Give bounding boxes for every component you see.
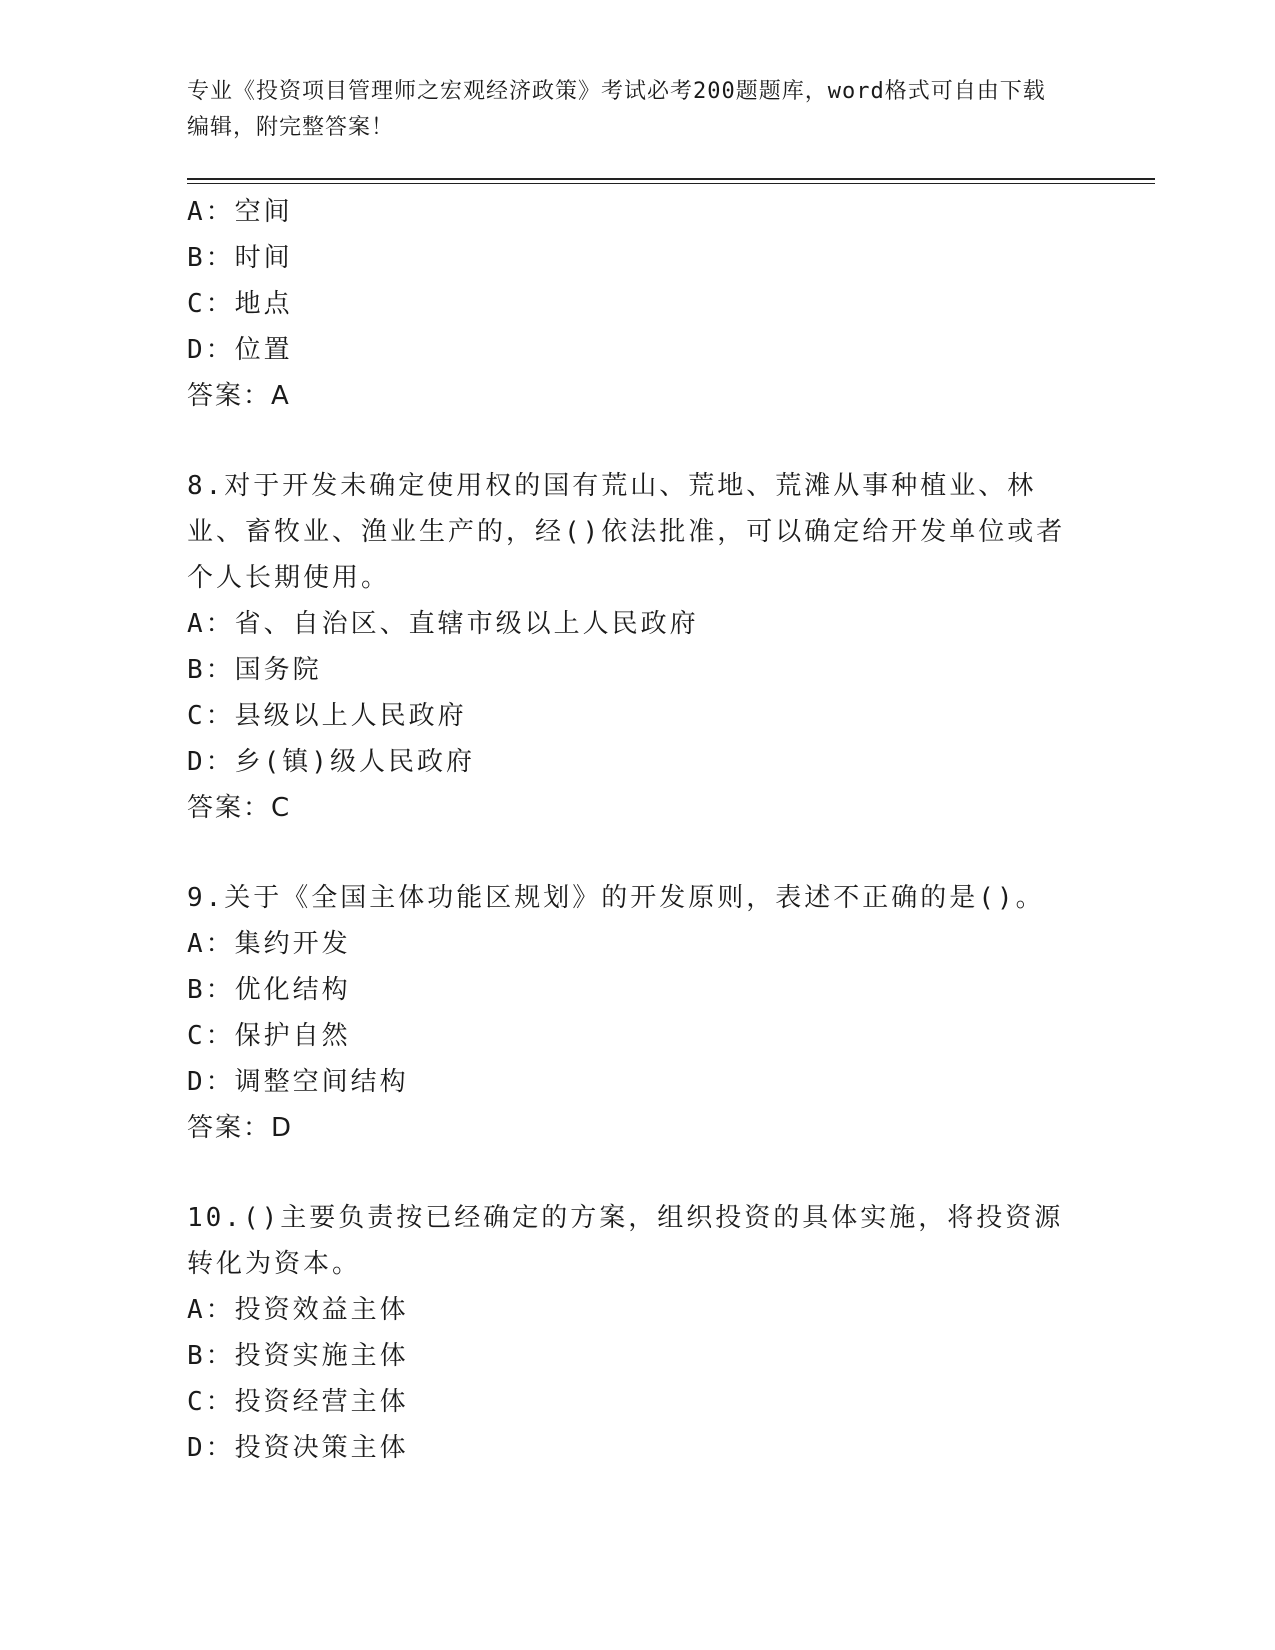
spacer [187, 419, 1067, 463]
question-block-8 [187, 463, 1067, 831]
option-d: D：乡(镇)级人民政府 [187, 747, 475, 777]
option-a: A：省、自治区、直辖市级以上人民政府 [187, 609, 699, 639]
option-a: A：投资效益主体 [187, 1295, 409, 1325]
question-block-prev [187, 189, 1067, 419]
option-d: D：位置 [187, 335, 293, 365]
question-text: 8.对于开发未确定使用权的国有荒山、荒地、荒滩从事种植业、林业、畜牧业、渔业生产的，经()依法批准，可以确定给开发单位或者个人长期使用。 [187, 471, 1066, 593]
answer-line: 答案：D [187, 1113, 294, 1143]
option-b: B：优化结构 [187, 975, 351, 1005]
option-a: A：集约开发 [187, 929, 351, 959]
option-b: B：投资实施主体 [187, 1341, 409, 1371]
answer-line: 答案：C [187, 793, 292, 823]
option-b: B：国务院 [187, 655, 322, 685]
question-list [187, 189, 1067, 1471]
option-c: C：县级以上人民政府 [187, 701, 467, 731]
question-block-10 [187, 1195, 1067, 1471]
header-rule-thick [187, 178, 1155, 180]
option-b: B：时间 [187, 243, 293, 273]
question-text: 9.关于《全国主体功能区规划》的开发原则，表述不正确的是()。 [187, 883, 1045, 913]
answer-line: 答案：A [187, 381, 291, 411]
spacer [187, 1151, 1067, 1195]
header-rule-thin [187, 183, 1155, 184]
option-c: C：保护自然 [187, 1021, 351, 1051]
document-header: 专业《投资项目管理师之宏观经济政策》考试必考200题题库，word格式可自由下载编辑，附完整答案！ [187, 79, 1046, 140]
question-block-9 [187, 875, 1067, 1151]
option-c: C：地点 [187, 289, 293, 319]
option-d: D：投资决策主体 [187, 1433, 409, 1463]
option-a: A：空间 [187, 197, 293, 227]
option-c: C：投资经营主体 [187, 1387, 409, 1417]
document-page [187, 0, 1155, 1650]
question-text: 10.()主要负责按已经确定的方案，组织投资的具体实施，将投资源转化为资本。 [187, 1203, 1064, 1279]
option-d: D：调整空间结构 [187, 1067, 409, 1097]
spacer [187, 831, 1067, 875]
